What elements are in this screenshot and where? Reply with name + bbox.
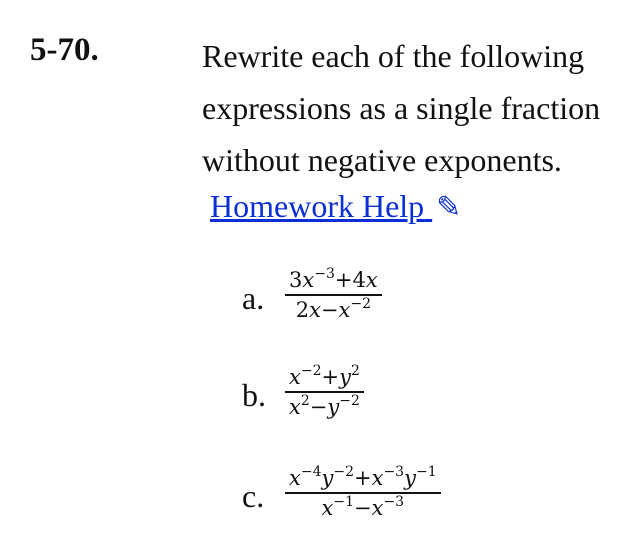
prompt-line-2: expressions as a single fraction [202, 90, 601, 126]
pencil-icon: ✎ [436, 191, 462, 224]
fraction-c-denominator: $x^{-1}-x^{-3}$ [321, 494, 405, 520]
fraction-a [285, 266, 382, 324]
part-b-label: b. [242, 377, 266, 413]
homework-help-label: Homework Help [210, 188, 425, 224]
homework-help-link[interactable] [210, 186, 461, 228]
prompt-line-3: without negative exponents. [202, 142, 562, 178]
fraction-b-numerator: $x^{-2}+y^2$ [289, 363, 360, 389]
prompt-line-1: Rewrite each of the following [202, 38, 585, 74]
fraction-c [285, 464, 441, 522]
fraction-b-denominator: $x^2-y^{-2}$ [289, 393, 360, 419]
part-a-label: a. [242, 280, 265, 316]
part-c-label: c. [242, 478, 265, 514]
fraction-c-numerator: $x^{-4}y^{-2}+x^{-3}y^{-1}$ [289, 464, 437, 490]
problem-prompt [202, 30, 630, 186]
fraction-a-denominator: $2x-x^{-2}$ [295, 296, 371, 322]
fraction-b [285, 363, 364, 421]
problem-number: 5-70. [30, 32, 99, 68]
fraction-a-numerator: $3x^{-3}+4x$ [289, 266, 378, 292]
